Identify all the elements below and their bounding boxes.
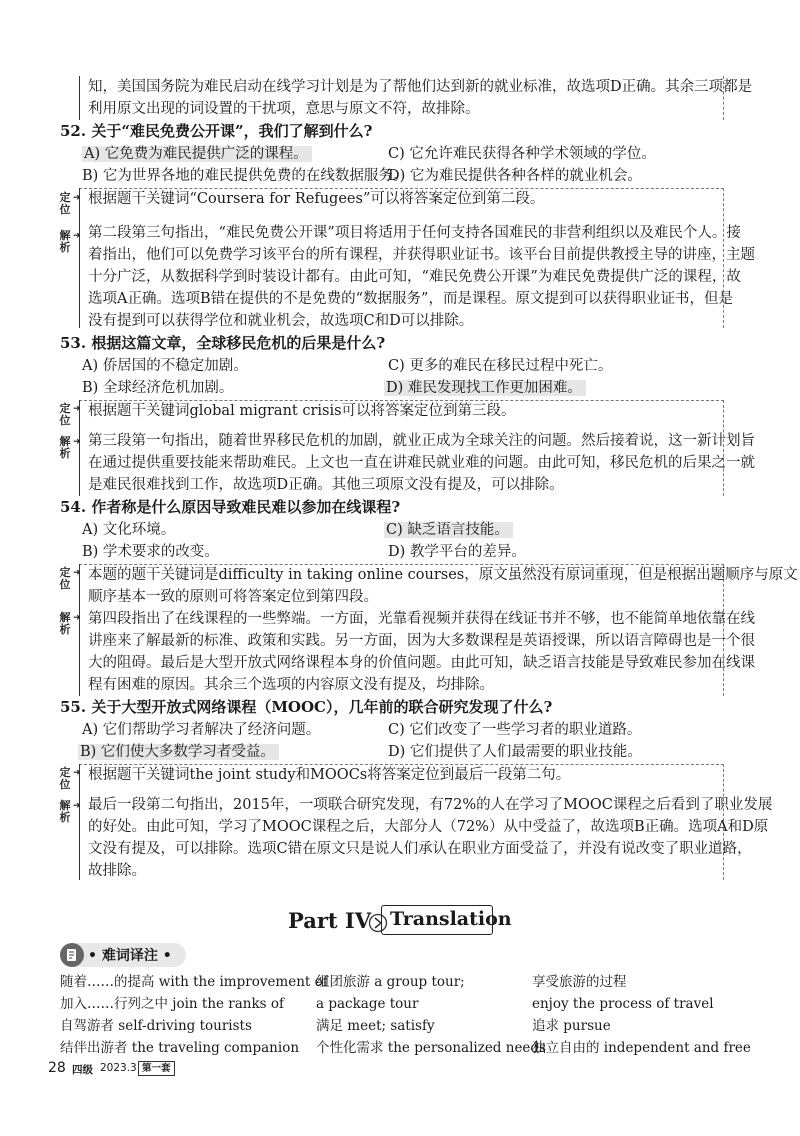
vocab-item: 自驾游者 self-driving tourists [60, 1018, 252, 1034]
page-number: 28 [48, 1060, 66, 1076]
part-title: Translation [390, 908, 512, 930]
q55-analysis-line: 最后一段第二句指出，2015年，一项联合研究发现，有72%的人在学习了MOOC课程之后看到了职业发展 [88, 797, 773, 813]
vocab-item: 满足 meet; satisfy [316, 1018, 435, 1034]
analysis-label: 解析 [59, 611, 71, 636]
question-52-title: 52. 关于“难民免费公开课”，我们了解到什么? [60, 122, 373, 140]
q53-analysis-line: 在通过提供重要技能来帮助难民。上文也一直在讲难民就业难的问题。由此可知，移民危机的后果之一就 [88, 455, 755, 471]
arrow-icon: ➜ [73, 613, 81, 623]
q55-locate: 根据题干关键词the joint study和MOOCs将答案定位到最后一段第二句。 [88, 767, 571, 783]
q54-option-b: B) 学术要求的改变。 [82, 544, 219, 560]
arrow-icon: ➜ [73, 404, 81, 414]
intro-line-1: 知，美国国务院为难民启动在线学习计划是为了帮他们达到新的就业标准，故选项D正确。其余三项都是 [88, 79, 753, 95]
q53-option-a: A) 侨居国的不稳定加剧。 [82, 358, 248, 374]
vocab-header: • 难词译注 • [88, 948, 172, 964]
footer-level: 四级 [72, 1064, 93, 1076]
arrow-icon: ➜ [73, 231, 81, 241]
vocab-item: 结伴出游者 the traveling companion [60, 1040, 300, 1056]
q53-option-b: B) 全球经济危机加剧。 [82, 380, 234, 396]
q54-option-d: D) 教学平台的差异。 [388, 544, 526, 560]
q52-option-d: D) 它为难民提供各种各样的就业机会。 [388, 168, 642, 184]
arrow-icon: ➜ [73, 568, 81, 578]
vocab-item: enjoy the process of travel [532, 996, 714, 1012]
q55-option-b: B) 它们使大多数学习者受益。 [78, 742, 279, 762]
q54-analysis-line: 第四段指出了在线课程的一些弊端。一方面，光靠看视频并获得在线证书并不够，也不能简单地依靠在线 [88, 611, 755, 627]
arrow-icon: ➜ [73, 193, 81, 203]
vocab-item: 个性化需求 the personalized needs [316, 1040, 546, 1056]
question-55-title: 55. 关于大型开放式网络课程（MOOC），几年前的联合研究发现了什么? [60, 698, 553, 716]
q55-analysis-line: 故排除。 [88, 863, 146, 879]
q53-locate: 根据题干关键词global migrant crisis可以将答案定位到第三段。 [88, 403, 516, 419]
q55-analysis-line: 的好处。由此可知，学习了MOOC课程之后，大部分人（72%）从中受益了，故选项B正确。选项A和D原 [88, 819, 769, 835]
q54-option-c: C) 缺乏语言技能。 [384, 520, 513, 540]
q54-analysis-line: 程有困难的原因。其余三个选项的内容原文没有提及，均排除。 [88, 677, 494, 693]
vocab-item: 独立自由的 independent and free [532, 1040, 751, 1056]
q52-analysis-line: 着指出，他们可以免费学习该平台的所有课程，并获得职业证书。该平台目前提供教授主导的讲座，主题 [88, 247, 755, 263]
locate-label: 定位 [59, 566, 71, 591]
footer-date: 2023.3 [100, 1062, 137, 1074]
analysis-label: 解析 [59, 799, 71, 824]
analysis-label: 解析 [59, 435, 71, 460]
q54-analysis-line: 大的阻碍。最后是大型开放式网络课程本身的价值问题。由此可知，缺乏语言技能是导致难民参加在线课 [88, 655, 755, 671]
q54-locate-line: 顺序基本一致的原则可将答案定位到第四段。 [88, 589, 378, 605]
q52-locate: 根据题干关键词“Coursera for Refugees”可以将答案定位到第二段。 [88, 191, 545, 207]
arrow-icon: ➜ [73, 437, 81, 447]
locate-label: 定位 [59, 402, 71, 427]
intro-line-2: 利用原文出现的词设置的干扰项，意思与原文不符，故排除。 [88, 101, 480, 117]
question-54-title: 54. 作者称是什么原因导致难民难以参加在线课程? [60, 498, 401, 516]
q52-option-c: C) 它允许难民获得各种学术领域的学位。 [388, 146, 656, 162]
q55-option-d: D) 它们提供了人们最需要的职业技能。 [388, 744, 642, 760]
arrow-icon: ➜ [73, 801, 81, 811]
q52-option-b: B) 它为世界各地的难民提供免费的在线数据服务。 [82, 168, 408, 184]
analysis-label: 解析 [59, 229, 71, 254]
vocab-item: a package tour [316, 996, 419, 1012]
q55-analysis-line: 文没有提及，可以排除。选项C错在原文只是说人们承认在职业方面受益了，并没有说改变了职业道路， [88, 841, 752, 857]
q55-option-a: A) 它们帮助学习者解决了经济问题。 [82, 722, 321, 738]
q52-analysis-line: 第二段第三句指出，“难民免费公开课”项目将适用于任何支持各国难民的非营利组织以及难民个人。接 [88, 225, 741, 241]
q55-option-c: C) 它们改变了一些学习者的职业道路。 [388, 722, 642, 738]
locate-label: 定位 [59, 191, 71, 216]
question-53-title: 53. 根据这篇文章，全球移民危机的后果是什么? [60, 334, 386, 352]
vocab-item: 随着……的提高 with the improvement of [60, 974, 328, 990]
q53-analysis-line: 第三段第一句指出，随着世界移民危机的加剧，就业正成为全球关注的问题。然后接着说，这一新计划旨 [88, 433, 755, 449]
q54-analysis-line: 讲座来了解最新的标准、政策和实践。另一方面，因为大多数课程是英语授课，所以语言障碍也是一个很 [88, 633, 755, 649]
q54-option-a: A) 文化环境。 [82, 522, 176, 538]
q53-option-c: C) 更多的难民在移民过程中死亡。 [388, 358, 613, 374]
vocab-item: 组团旅游 a group tour; [316, 974, 465, 990]
vocab-item: 加入……行列之中 join the ranks of [60, 996, 285, 1012]
part-number: Part IV [288, 908, 372, 933]
arrow-icon: ➜ [73, 768, 81, 778]
vocab-item: 追求 pursue [532, 1018, 611, 1034]
q53-option-d: D) 难民发现找工作更加困难。 [384, 378, 586, 398]
q52-analysis-line: 选项A正确。选项B错在提供的不是免费的“数据服务”，而是课程。原文提到可以获得职业证书，但是 [88, 291, 733, 307]
vocab-item: 享受旅游的过程 [532, 974, 627, 990]
q52-option-a: A) 它免费为难民提供广泛的课程。 [82, 144, 312, 164]
q52-analysis-line: 没有提到可以获得学位和就业机会，故选项C和D可以排除。 [88, 313, 474, 329]
note-icon [60, 943, 84, 967]
q54-locate-line: 本题的题干关键词是difficulty in taking online courses，原文虽然没有原词重现，但是根据出题顺序与原文 [88, 567, 798, 583]
q53-analysis-line: 是难民很难找到工作，故选项D正确。其他三项原文没有提及，可以排除。 [88, 477, 564, 493]
q52-analysis-line: 十分广泛，从数据科学到时装设计都有。由此可知，“难民免费公开课”为难民免费提供广泛的课程，故 [88, 269, 741, 285]
footer-issue: 第一套 [138, 1061, 175, 1076]
locate-label: 定位 [59, 766, 71, 791]
